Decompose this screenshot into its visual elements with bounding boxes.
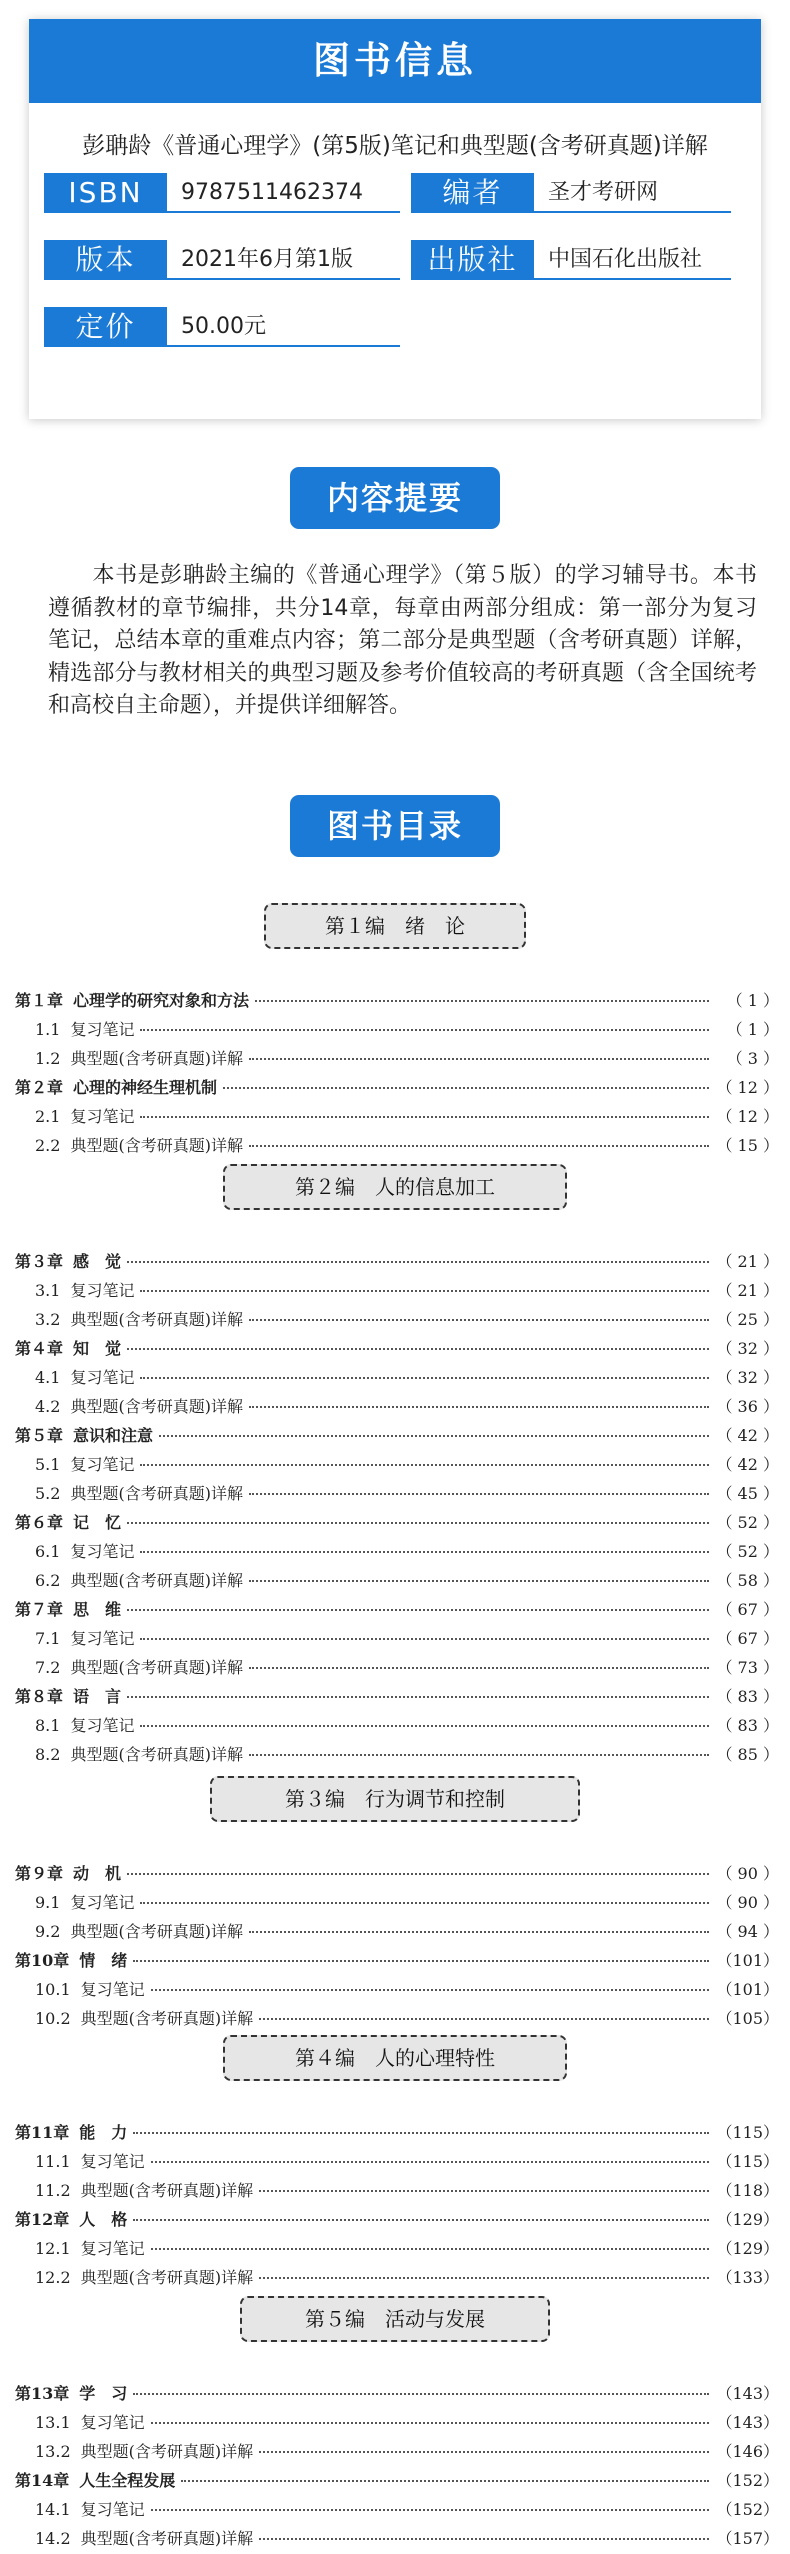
summary-body: 本书是彭聃龄主编的《普通心理学》（第５版）的学习辅导书。本书遵循教材的章节编排，共分14章，每章由两部分组成：第一部分为复习笔记，总结本章的重难点内容；第二部分是典型题（含考研真题）详解，精选部分与教材相关的典型习题及参考价值较高的考研真题（含全国统考和高校自主命题），并提供详细解答。 (48, 563, 757, 718)
toc-page: （ 94 ） (716, 1922, 779, 1941)
toc-section-row (15, 1655, 779, 1679)
toc-page: （ 42 ） (716, 1426, 779, 1445)
toc-section-row (15, 1890, 779, 1914)
toc-page: （ 90 ） (716, 1893, 779, 1912)
toc-leader-dots (133, 2393, 709, 2395)
toc-chapter-row (15, 1075, 779, 1099)
toc-section-row (15, 1307, 779, 1331)
isbn-value: 9787511462374 (167, 173, 400, 213)
toc-number: 11.1 (35, 2152, 71, 2171)
toc-title: 复习笔记 (70, 1893, 135, 1912)
toc-number: 14.2 (35, 2529, 71, 2548)
toc-page: （101） (716, 1980, 779, 1999)
toc-number: 第13章 (15, 2384, 70, 2403)
toc-number: 14.1 (35, 2500, 71, 2519)
toc-number: 2.2 (35, 1136, 61, 1155)
toc-number: 10.2 (35, 2009, 71, 2028)
toc-section-row (15, 2149, 779, 2173)
toc-leader-dots (151, 2161, 709, 2163)
toc-leader-dots (259, 2451, 709, 2453)
toc-title: 复习笔记 (70, 1455, 135, 1474)
toc-number: 第５章 (15, 1426, 64, 1445)
toc-leader-dots (259, 2277, 709, 2279)
toc-number: 第12章 (15, 2210, 70, 2229)
part-banner: 第１编 绪 论 (264, 903, 526, 949)
toc-page: （118） (716, 2181, 779, 2200)
part-banner: 第３编 行为调节和控制 (210, 1776, 580, 1822)
toc-page: （115） (716, 2152, 779, 2171)
toc-page: （146） (716, 2442, 779, 2461)
editor-label: 编者 (411, 173, 534, 213)
toc-leader-dots (259, 2018, 709, 2020)
toc-leader-dots (151, 2248, 709, 2250)
toc-leader-dots (140, 1116, 709, 1118)
toc-title: 记 忆 (73, 1513, 122, 1532)
toc-title: 思 维 (73, 1600, 122, 1619)
price-label: 定价 (44, 307, 167, 347)
toc-page: （115） (716, 2123, 779, 2142)
toc-title: 复习笔记 (80, 2152, 145, 2171)
toc-section-row (15, 1017, 779, 1041)
toc-title: 典型题(含考研真题)详解 (70, 1310, 243, 1329)
toc-title: 复习笔记 (70, 1629, 135, 1648)
toc-section-row (15, 2006, 779, 2030)
toc-title: 意识和注意 (73, 1426, 154, 1445)
toc-page: （ 12 ） (716, 1078, 779, 1097)
isbn-label: ISBN (44, 173, 167, 213)
toc-number: 8.2 (35, 1745, 61, 1764)
toc-section-row (15, 2410, 779, 2434)
toc-leader-dots (133, 2219, 709, 2221)
toc-title: 典型题(含考研真题)详解 (80, 2009, 254, 2028)
toc-leader-dots (140, 1290, 709, 1292)
toc-title: 典型题(含考研真题)详解 (70, 1571, 243, 1590)
toc-number: 13.2 (35, 2442, 71, 2461)
toc-leader-dots (259, 2538, 709, 2540)
toc-chapter-row (15, 1423, 779, 1447)
toc-page: （ 73 ） (716, 1658, 779, 1677)
toc-page: （133） (716, 2268, 779, 2287)
toc-title: 人 格 (79, 2210, 128, 2229)
toc-page: （ 42 ） (716, 1455, 779, 1474)
toc-page: （ 90 ） (716, 1864, 779, 1883)
toc-leader-dots (151, 2509, 709, 2511)
toc-chapter-row (15, 1510, 779, 1534)
toc-title: 人生全程发展 (79, 2471, 176, 2490)
part-banner: 第５编 活动与发展 (240, 2296, 550, 2342)
toc-page: （ 12 ） (716, 1107, 779, 1126)
toc-number: 第10章 (15, 1951, 70, 1970)
toc-number: 第４章 (15, 1339, 64, 1358)
toc-page: （ 21 ） (716, 1252, 779, 1271)
toc-chapter-row (15, 1597, 779, 1621)
book-full-title: 彭聃龄《普通心理学》(第5版)笔记和典型题(含考研真题)详解 (82, 133, 708, 159)
toc-leader-dots (127, 1522, 709, 1524)
toc-page: （101） (716, 1951, 779, 1970)
toc-number: 1.2 (35, 1049, 61, 1068)
toc-number: 10.1 (35, 1980, 71, 1999)
toc-page: （ 85 ） (716, 1745, 779, 1764)
toc-page: （ 67 ） (716, 1600, 779, 1619)
toc-section-row (15, 1568, 779, 1592)
toc-number: 5.1 (35, 1455, 61, 1474)
toc-leader-dots (127, 1348, 709, 1350)
toc-page: （152） (716, 2471, 779, 2490)
toc-page: （152） (716, 2500, 779, 2519)
toc-leader-dots (249, 1319, 709, 1321)
toc-number: 3.2 (35, 1310, 61, 1329)
toc-leader-dots (255, 1000, 709, 1002)
toc-chapter-row (15, 2381, 779, 2405)
toc-title: 复习笔记 (80, 2500, 145, 2519)
toc-chapter-row (15, 1336, 779, 1360)
toc-leader-dots (249, 1580, 709, 1582)
toc-page: （ 21 ） (716, 1281, 779, 1300)
toc-leader-dots (249, 1493, 709, 1495)
toc-number: 2.1 (35, 1107, 61, 1126)
toc-chapter-row (15, 1249, 779, 1273)
toc-number: 13.1 (35, 2413, 71, 2432)
toc-title: 复习笔记 (70, 1368, 135, 1387)
book-info-card (29, 19, 761, 419)
toc-leader-dots (133, 1960, 709, 1962)
toc-leader-dots (127, 1696, 709, 1698)
toc-page: （ 45 ） (716, 1484, 779, 1503)
toc-number: 5.2 (35, 1484, 61, 1503)
toc-title: 知 觉 (73, 1339, 122, 1358)
toc-chapter-row (15, 1948, 779, 1972)
toc-number: 6.2 (35, 1571, 61, 1590)
toc-title: 心理的神经生理机制 (73, 1078, 218, 1097)
toc-number: 6.1 (35, 1542, 61, 1561)
toc-page: （ 15 ） (716, 1136, 779, 1155)
toc-title: 复习笔记 (80, 1980, 145, 1999)
summary-heading: 内容提要 (290, 467, 500, 529)
toc-section-row (15, 2497, 779, 2521)
toc-section-row (15, 2178, 779, 2202)
toc-leader-dots (127, 1609, 709, 1611)
toc-leader-dots (140, 1725, 709, 1727)
toc-section-row (15, 1104, 779, 1128)
toc-section-row (15, 1919, 779, 1943)
toc-page: （ 36 ） (716, 1397, 779, 1416)
toc-section-row (15, 1452, 779, 1476)
toc-number: 第６章 (15, 1513, 64, 1532)
toc-leader-dots (140, 1464, 709, 1466)
toc-chapter-row (15, 988, 779, 1012)
toc-leader-dots (249, 1406, 709, 1408)
part-banner: 第２编 人的信息加工 (223, 1164, 567, 1210)
toc-number: 12.1 (35, 2239, 71, 2258)
toc-section-row (15, 1133, 779, 1157)
toc-number: 第８章 (15, 1687, 64, 1706)
toc-title: 典型题(含考研真题)详解 (80, 2181, 254, 2200)
toc-leader-dots (140, 1551, 709, 1553)
toc-section-row (15, 1481, 779, 1505)
toc-title: 典型题(含考研真题)详解 (80, 2529, 254, 2548)
toc-leader-dots (127, 1261, 709, 1263)
toc-page: （ 67 ） (716, 1629, 779, 1648)
toc-title: 情 绪 (79, 1951, 128, 1970)
toc-page: （ 83 ） (716, 1687, 779, 1706)
toc-leader-dots (140, 1638, 709, 1640)
toc-page: （ 32 ） (716, 1368, 779, 1387)
toc-title: 复习笔记 (80, 2413, 145, 2432)
toc-title: 复习笔记 (70, 1281, 135, 1300)
toc-page: （129） (716, 2239, 779, 2258)
toc-number: 9.1 (35, 1893, 61, 1912)
toc-title: 复习笔记 (80, 2239, 145, 2258)
toc-section-row (15, 1977, 779, 2001)
toc-leader-dots (151, 2422, 709, 2424)
summary-text (48, 560, 757, 723)
toc-leader-dots (249, 1754, 709, 1756)
toc-section-row (15, 1539, 779, 1563)
toc-leader-dots (259, 2190, 709, 2192)
toc-title: 心理学的研究对象和方法 (73, 991, 250, 1010)
toc-page: （ 52 ） (716, 1513, 779, 1532)
toc-chapter-row (15, 1684, 779, 1708)
toc-leader-dots (140, 1029, 709, 1031)
toc-number: 3.1 (35, 1281, 61, 1300)
toc-leader-dots (249, 1058, 709, 1060)
toc-number: 1.1 (35, 1020, 61, 1039)
toc-number: 第14章 (15, 2471, 70, 2490)
toc-section-row (15, 1365, 779, 1389)
toc-number: 7.1 (35, 1629, 61, 1648)
toc-number: 11.2 (35, 2181, 71, 2200)
toc-leader-dots (249, 1667, 709, 1669)
edition-value: 2021年6月第1版 (167, 240, 400, 280)
toc-page: （ 83 ） (716, 1716, 779, 1735)
toc-leader-dots (133, 2132, 709, 2134)
toc-page: （ 52 ） (716, 1542, 779, 1561)
toc-number: 4.1 (35, 1368, 61, 1387)
toc-section-row (15, 2265, 779, 2289)
toc-title: 学 习 (79, 2384, 128, 2403)
book-info-header: 图书信息 (29, 19, 761, 103)
toc-leader-dots (159, 1435, 709, 1437)
toc-title: 典型题(含考研真题)详解 (70, 1745, 243, 1764)
toc-number: 第７章 (15, 1600, 64, 1619)
part-banner: 第４编 人的心理特性 (223, 2035, 567, 2081)
toc-leader-dots (249, 1145, 709, 1147)
toc-section-row (15, 1046, 779, 1070)
toc-section-row (15, 1742, 779, 1766)
toc-leader-dots (249, 1931, 709, 1933)
toc-title: 典型题(含考研真题)详解 (70, 1922, 243, 1941)
toc-number: 第９章 (15, 1864, 64, 1883)
toc-number: 第11章 (15, 2123, 70, 2142)
toc-title: 能 力 (79, 2123, 128, 2142)
toc-title: 复习笔记 (70, 1020, 135, 1039)
toc-number: 12.2 (35, 2268, 71, 2287)
edition-label: 版本 (44, 240, 167, 280)
toc-leader-dots (181, 2480, 709, 2482)
toc-title: 典型题(含考研真题)详解 (80, 2268, 254, 2287)
toc-number: 8.1 (35, 1716, 61, 1735)
toc-section-row (15, 1394, 779, 1418)
toc-title: 动 机 (73, 1864, 122, 1883)
toc-title: 复习笔记 (70, 1716, 135, 1735)
editor-value: 圣才考研网 (534, 173, 731, 213)
toc-title: 典型题(含考研真题)详解 (80, 2442, 254, 2461)
price-value: 50.00元 (167, 307, 400, 347)
toc-page: （ 1 ） (726, 1020, 779, 1039)
toc-number: 第１章 (15, 991, 64, 1010)
toc-section-row (15, 2236, 779, 2260)
toc-section-row (15, 1713, 779, 1737)
toc-chapter-row (15, 1861, 779, 1885)
toc-title: 典型题(含考研真题)详解 (70, 1136, 243, 1155)
toc-section-row (15, 2439, 779, 2463)
toc-number: 第３章 (15, 1252, 64, 1271)
toc-page: （157） (716, 2529, 779, 2548)
toc-title: 复习笔记 (70, 1107, 135, 1126)
toc-section-row (15, 1278, 779, 1302)
toc-page: （ 3 ） (726, 1049, 779, 1068)
toc-number: 4.2 (35, 1397, 61, 1416)
toc-section-row (15, 1626, 779, 1650)
toc-page: （143） (716, 2413, 779, 2432)
publisher-label: 出版社 (411, 240, 534, 280)
toc-number: 7.2 (35, 1658, 61, 1677)
toc-title: 典型题(含考研真题)详解 (70, 1397, 243, 1416)
toc-chapter-row (15, 2120, 779, 2144)
toc-leader-dots (140, 1377, 709, 1379)
toc-title: 典型题(含考研真题)详解 (70, 1049, 243, 1068)
toc-leader-dots (127, 1873, 709, 1875)
toc-number: 9.2 (35, 1922, 61, 1941)
toc-heading: 图书目录 (290, 795, 500, 857)
toc-title: 复习笔记 (70, 1542, 135, 1561)
toc-page: （ 58 ） (716, 1571, 779, 1590)
toc-leader-dots (151, 1989, 709, 1991)
toc-page: （ 32 ） (716, 1339, 779, 1358)
toc-chapter-row (15, 2468, 779, 2492)
toc-title: 典型题(含考研真题)详解 (70, 1658, 243, 1677)
toc-title: 典型题(含考研真题)详解 (70, 1484, 243, 1503)
toc-page: （129） (716, 2210, 779, 2229)
toc-page: （ 1 ） (726, 991, 779, 1010)
toc-number: 第２章 (15, 1078, 64, 1097)
toc-leader-dots (223, 1087, 709, 1089)
toc-title: 语 言 (73, 1687, 122, 1706)
toc-title: 感 觉 (73, 1252, 122, 1271)
toc-chapter-row (15, 2207, 779, 2231)
toc-page: （105） (716, 2009, 779, 2028)
toc-page: （143） (716, 2384, 779, 2403)
toc-section-row (15, 2526, 779, 2550)
publisher-value: 中国石化出版社 (534, 240, 731, 280)
toc-leader-dots (140, 1902, 709, 1904)
toc-page: （ 25 ） (716, 1310, 779, 1329)
